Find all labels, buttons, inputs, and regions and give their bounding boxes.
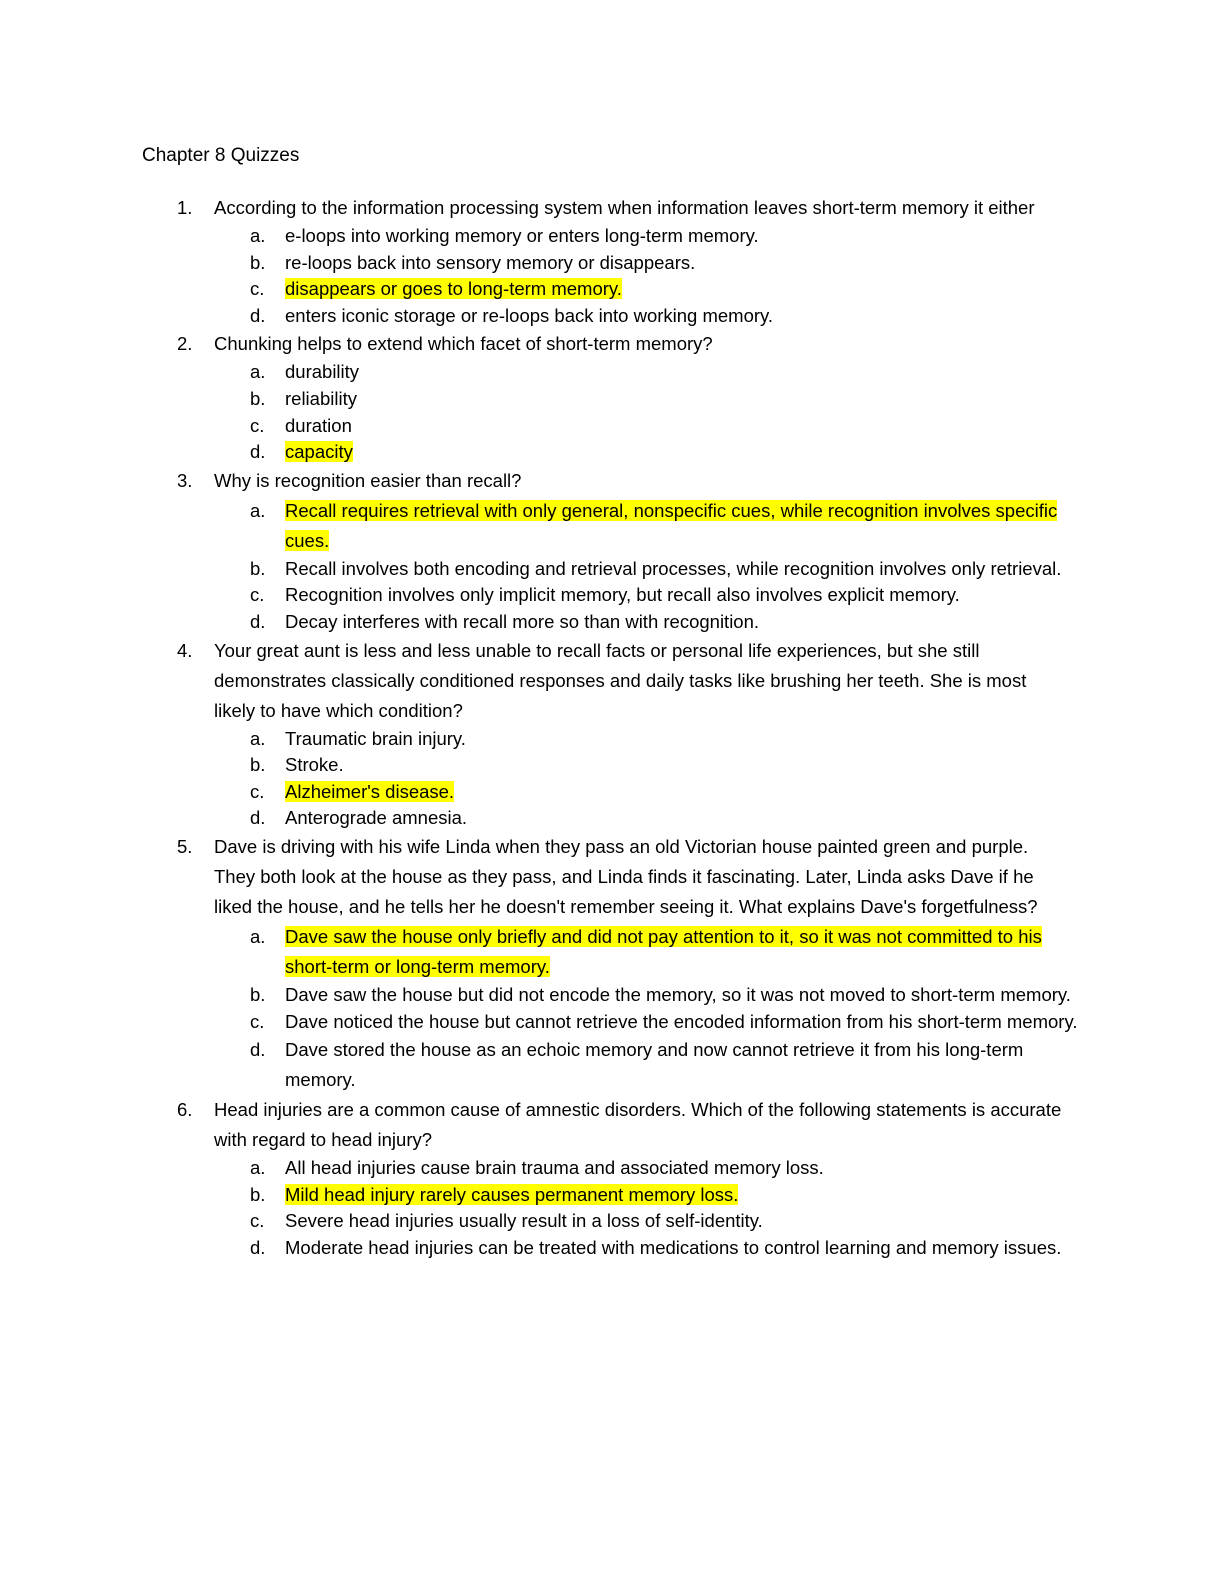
- option-text: Dave noticed the house but cannot retrieve the encoded information from his short-term memory.: [285, 1010, 1078, 1032]
- option-text: Dave saw the house but did not encode the memory, so it was not moved to short-term memory.: [285, 983, 1071, 1005]
- option-text: enters iconic storage or re-loops back into working memory.: [285, 304, 774, 326]
- answer-option: [0, 1155, 1085, 1182]
- answer-option: [0, 1009, 1085, 1036]
- answer-option: [0, 609, 1085, 636]
- option-text: Decay interferes with recall more so than with recognition.: [285, 610, 760, 632]
- question-number: 4.: [177, 639, 193, 661]
- answer-option: [0, 752, 1085, 779]
- option-letter: b.: [250, 983, 266, 1005]
- highlighted-answer-text: capacity: [285, 441, 353, 463]
- option-letter: d.: [250, 1039, 266, 1061]
- question-text: According to the information processing system when information leaves short-term memory it either: [214, 197, 1035, 218]
- question-number: 3.: [177, 469, 193, 491]
- answer-option-correct: [0, 496, 1085, 556]
- option-letter: c.: [250, 1010, 265, 1032]
- option-text: Dave stored the house as an echoic memory and now cannot retrieve it from his long-term memory.: [285, 1039, 1024, 1091]
- option-letter: b.: [250, 557, 266, 579]
- option-letter: b.: [250, 251, 266, 273]
- answer-option-list: [214, 922, 1078, 1095]
- option-letter: c.: [250, 584, 265, 606]
- answer-option: [0, 1235, 1085, 1262]
- option-letter: b.: [250, 754, 266, 776]
- answer-option-list: [214, 726, 1070, 832]
- option-letter: a.: [250, 225, 266, 246]
- answer-option: [0, 726, 1085, 753]
- answer-option-correct: [0, 439, 1085, 466]
- option-text: All head injuries cause brain trauma and associated memory loss.: [285, 1157, 824, 1179]
- answer-option-correct: [0, 779, 1085, 806]
- option-letter: c.: [250, 278, 265, 300]
- answer-option-list: [214, 223, 1070, 329]
- answer-option: [0, 413, 1085, 440]
- answer-option: [0, 223, 1085, 250]
- question-number: 6.: [177, 1099, 193, 1121]
- option-letter: b.: [250, 1183, 266, 1205]
- answer-option-correct: [0, 276, 1085, 303]
- question-item: [0, 466, 1070, 636]
- option-letter: c.: [250, 414, 265, 436]
- highlighted-answer-text: Mild head injury rarely causes permanent memory loss.: [285, 1183, 739, 1205]
- answer-option: [0, 303, 1085, 330]
- option-text: re-loops back into sensory memory or disappears.: [285, 251, 696, 273]
- option-letter: a.: [250, 1157, 266, 1179]
- option-text: Stroke.: [285, 754, 344, 776]
- question-item: [0, 1095, 1070, 1261]
- question-text: Dave is driving with his wife Linda when they pass an old Victorian house painted green and purple. They both look at the house as they pass, and Linda finds it fascinating. Later, Linda asks Dave if he liked the house, and he tells her he doesn't remember seeing it. What explains Dave's forgetfulness?: [214, 835, 1038, 917]
- answer-option: [0, 582, 1085, 609]
- question-item: [0, 636, 1070, 832]
- question-text: Chunking helps to extend which facet of short-term memory?: [214, 333, 713, 355]
- question-list: [0, 193, 1224, 1261]
- option-text: Moderate head injuries can be treated with medications to control learning and memory issues.: [285, 1236, 1062, 1258]
- option-text: Severe head injuries usually result in a loss of self-identity.: [285, 1210, 763, 1232]
- document-title: Chapter 8 Quizzes: [142, 145, 300, 166]
- question-item: [0, 193, 1070, 329]
- option-text: durability: [285, 361, 360, 383]
- answer-option-correct: [0, 1182, 1085, 1209]
- option-letter: a.: [250, 925, 266, 947]
- option-letter: d.: [250, 304, 266, 326]
- option-letter: d.: [250, 807, 266, 829]
- answer-option: [0, 359, 1085, 386]
- question-text: Head injuries are a common cause of amnestic disorders. Which of the following statements is accurate with regard to head injury?: [214, 1099, 1062, 1151]
- option-letter: d.: [250, 610, 266, 632]
- answer-option: [0, 982, 1085, 1009]
- answer-option-list: [214, 1155, 1070, 1261]
- option-text: duration: [285, 414, 352, 436]
- question-number: 5.: [177, 835, 193, 857]
- question-item: [0, 832, 1078, 1095]
- option-text: Traumatic brain injury.: [285, 727, 466, 749]
- question-text: Your great aunt is less and less unable to recall facts or personal life experiences, but she still demonstrates classically conditioned responses and daily tasks like brushing her teeth. She is most likely to have which condition?: [214, 639, 1027, 721]
- answer-option: [0, 386, 1085, 413]
- highlighted-answer-text: disappears or goes to long-term memory.: [285, 278, 622, 300]
- highlighted-answer-text: Dave saw the house only briefly and did not pay attention to it, so it was not committed to his short-term or long-term memory.: [285, 925, 1042, 977]
- question-item: [0, 329, 1070, 465]
- option-text: reliability: [285, 387, 357, 409]
- answer-option: [0, 805, 1085, 832]
- answer-option: [0, 250, 1085, 277]
- highlighted-answer-text: Alzheimer's disease.: [285, 780, 455, 802]
- option-letter: a.: [250, 727, 266, 749]
- option-text: Recognition involves only implicit memory, but recall also involves explicit memory.: [285, 584, 960, 606]
- answer-option-list: [214, 359, 1070, 465]
- option-text: Anterograde amnesia.: [285, 807, 468, 829]
- option-letter: d.: [250, 1236, 266, 1258]
- option-text: Recall involves both encoding and retrieval processes, while recognition involves only retrieval.: [285, 557, 1062, 579]
- answer-option-list: [214, 496, 1070, 636]
- option-letter: c.: [250, 780, 265, 802]
- option-text: e-loops into working memory or enters long-term memory.: [285, 225, 759, 246]
- option-letter: a.: [250, 499, 266, 521]
- option-letter: b.: [250, 387, 266, 409]
- highlighted-answer-text: Recall requires retrieval with only general, nonspecific cues, while recognition involves specific cues.: [285, 499, 1058, 551]
- question-number: 1.: [177, 197, 193, 218]
- answer-option: [0, 556, 1085, 583]
- option-letter: d.: [250, 441, 266, 463]
- question-text: Why is recognition easier than recall?: [214, 469, 522, 491]
- question-number: 2.: [177, 333, 193, 355]
- answer-option: [0, 1035, 1085, 1095]
- answer-option: [0, 1208, 1085, 1235]
- option-letter: c.: [250, 1210, 265, 1232]
- answer-option-correct: [0, 922, 1085, 982]
- option-letter: a.: [250, 361, 266, 383]
